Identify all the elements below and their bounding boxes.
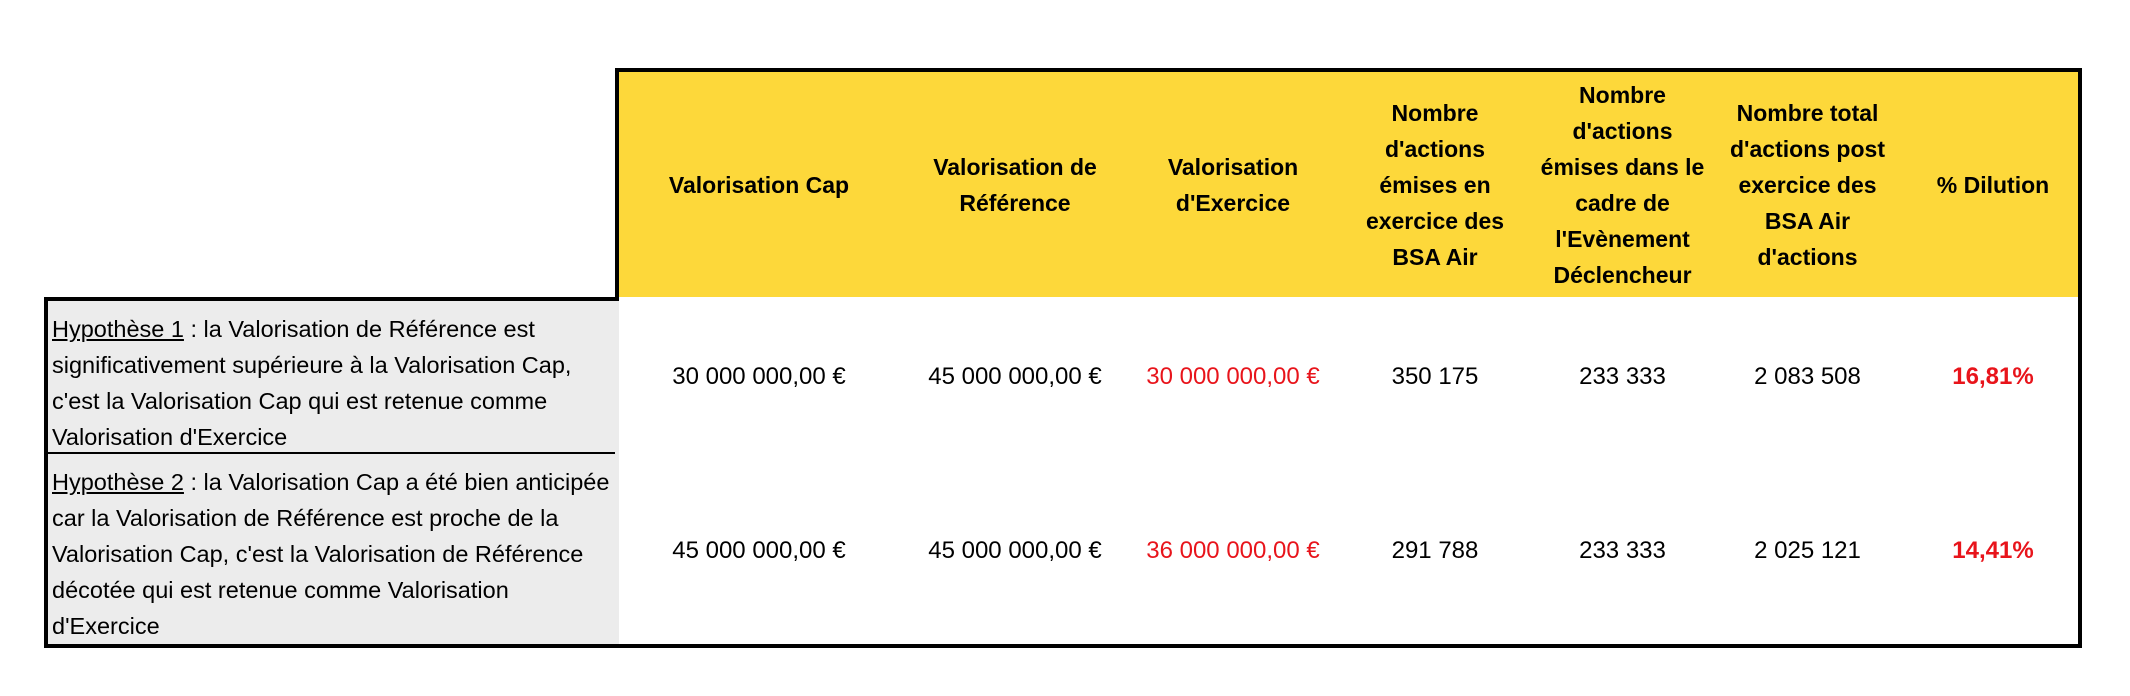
header-valorisation-cap: Valorisation Cap (668, 171, 850, 198)
row2-valorisation-reference: 45 000 000,00 € (928, 537, 1102, 564)
hypothesis-1-text: : la Valorisation de Référence est significativement supérieure à la Valorisation Cap, c'est la Valorisation Cap qui est retenue comme Valorisation d'Exercice (52, 316, 572, 450)
row2-valorisation-cap: 45 000 000,00 € (672, 537, 846, 564)
row1-valorisation-cap: 30 000 000,00 € (672, 363, 846, 390)
table-body (615, 297, 2082, 648)
row1-dilution: 16,81% (1952, 363, 2034, 390)
row2-valorisation-exercice: 36 000 000,00 € (1146, 537, 1320, 564)
hypothesis-2-description (52, 464, 617, 644)
header-valorisation-reference: Valorisation de Référence (933, 153, 1097, 216)
header-actions-emises-bsa: Nombre d'actions émises en exercice des BSA Air (1365, 99, 1505, 270)
hypothesis-1-description (52, 311, 617, 455)
header-valorisation-exercice: Valorisation d'Exercice (1167, 153, 1299, 216)
row1-valorisation-exercice: 30 000 000,00 € (1146, 363, 1320, 390)
header-dilution: % Dilution (1936, 171, 2050, 198)
header-total-actions: Nombre total d'actions post exercice des BSA Air d'actions (1730, 99, 1885, 270)
row2-actions-emises-bsa: 291 788 (1391, 537, 1479, 564)
row1-total-actions: 2 083 508 (1754, 363, 1861, 390)
row2-total-actions: 2 025 121 (1754, 537, 1861, 564)
hypothesis-1-title: Hypothèse 1 (52, 316, 184, 342)
row2-actions-evenement: 233 333 (1579, 537, 1666, 564)
row1-actions-emises-bsa: 350 175 (1391, 363, 1479, 390)
hypothesis-2-text: : la Valorisation Cap a été bien anticipée car la Valorisation de Référence est proche de la Valorisation Cap, c'est la Valorisation de Référence décotée qui est retenue comme Valorisation d'Exercice (52, 469, 610, 639)
row2-dilution: 14,41% (1952, 537, 2034, 564)
row1-actions-evenement: 233 333 (1579, 363, 1666, 390)
row1-valorisation-reference: 45 000 000,00 € (928, 363, 1102, 390)
hypothesis-2-title: Hypothèse 2 (52, 469, 184, 495)
header-actions-evenement: Nombre d'actions émises dans le cadre de l'Evènement Déclencheur (1540, 81, 1705, 288)
